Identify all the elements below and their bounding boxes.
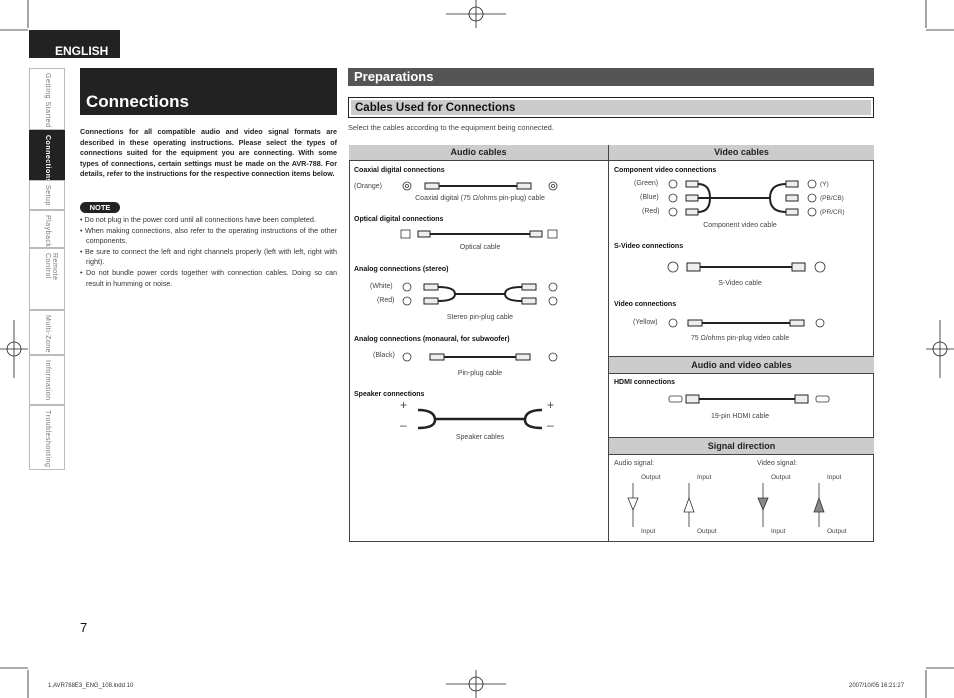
note-item: • When making connections, also refer to the operating instructions of the other components. — [80, 225, 337, 246]
sig-v2-top: Input — [827, 474, 842, 481]
side-tab-label: Remote Control — [44, 253, 58, 281]
note-item: • Be sure to connect the left and right channels properly (left with left, right with right). — [80, 246, 337, 267]
page-number: 7 — [80, 620, 88, 635]
svideo-title: S-Video connections — [614, 243, 684, 250]
component-pr-label: (PR/CR) — [820, 209, 845, 216]
sig-a1-bottom: Input — [641, 528, 656, 535]
language-label: ENGLISH — [29, 30, 120, 58]
speaker-plus-right: + — [547, 398, 555, 412]
stereo-title: Analog connections (stereo) — [354, 266, 449, 273]
select-text: Select the cables according to the equipment being connected. — [348, 123, 554, 132]
preparations-header: Preparations — [348, 68, 874, 86]
video-yellow-label: (Yellow) — [633, 319, 658, 326]
mono-title: Analog connections (monaural, for subwoofer) — [354, 336, 510, 343]
component-caption: Component video cable — [703, 222, 777, 229]
sig-v2-bottom: Output — [827, 528, 847, 535]
component-blue-label: (Blue) — [640, 194, 659, 201]
side-tab-label: Getting Started — [44, 73, 51, 128]
section-title: Connections — [86, 92, 189, 111]
audio-signal-label: Audio signal: — [614, 460, 655, 467]
hdmi-title: HDMI connections — [614, 379, 676, 386]
audio-cables-header: Audio cables — [349, 145, 608, 161]
jack-icons — [401, 180, 829, 402]
video-caption: 75 Ω/ohms pin-plug video cable — [690, 335, 790, 342]
footer-date: 2007/10/05 16:21:27 — [849, 683, 905, 689]
video-title: Video connections — [614, 301, 677, 308]
side-tab-label: Information — [44, 360, 51, 401]
footer-file: 1.AVR788E3_ENG_108.indd 10 — [48, 683, 134, 689]
sig-a2-top: Input — [697, 474, 712, 481]
cable-drawings — [418, 181, 808, 428]
cables-used-header: Cables Used for Connections — [348, 97, 874, 118]
component-y-label: (Y) — [820, 181, 829, 188]
signal-arrows — [628, 483, 824, 527]
speaker-title: Speaker connections — [354, 391, 425, 398]
note-item: • Do not bundle power cords together with connection cables. Doing so can result in humming or noise. — [80, 267, 337, 288]
hdmi-caption: 19-pin HDMI cable — [711, 413, 769, 420]
signal-direction-header: Signal direction — [609, 437, 874, 455]
video-cables-header: Video cables — [609, 145, 874, 161]
note-badge: NOTE — [80, 202, 120, 213]
optical-caption: Optical cable — [459, 244, 501, 251]
mono-color-label: (Black) — [373, 352, 395, 359]
side-tab-label: Playback — [44, 215, 51, 248]
component-title: Component video connections — [614, 167, 717, 174]
intro-text: Connections for all compatible audio and video signal formats are described in these operating instructions. Please select the types of connections suited for the equipment you are connecting. With some types of connections, certain settings must be made on the AVR-788. For details, refer to the instructions for the respective connection items below. — [80, 127, 337, 179]
stereo-red-label: (Red) — [377, 297, 395, 304]
sig-a2-bottom: Output — [697, 528, 717, 535]
speaker-minus-right: – — [547, 418, 554, 432]
coax-caption: Coaxial digital (75 Ω/ohms pin-plug) cable — [415, 195, 545, 202]
speaker-minus-left: – — [400, 418, 407, 432]
stereo-caption: Stereo pin-plug cable — [446, 314, 514, 321]
speaker-plus-left: + — [400, 398, 408, 412]
mono-caption: Pin-plug cable — [457, 370, 503, 377]
svideo-caption: S-Video cable — [718, 280, 762, 287]
av-cables-header: Audio and video cables — [609, 356, 874, 374]
speaker-caption: Speaker cables — [455, 434, 505, 441]
component-green-label: (Green) — [634, 180, 659, 187]
coax-title: Coaxial digital connections — [354, 167, 445, 174]
sig-v1-top: Output — [771, 474, 791, 481]
side-tab-label: Troubleshooting — [44, 410, 51, 468]
side-tab-label: Multi-Zone — [44, 315, 51, 354]
side-tab-label: Setup — [44, 185, 51, 206]
side-tab-label: Connections — [44, 135, 51, 183]
component-pb-label: (PB/CB) — [820, 195, 844, 202]
video-signal-label: Video signal: — [757, 460, 797, 467]
coax-color-label: (Orange) — [354, 183, 383, 190]
sig-v1-bottom: Input — [771, 528, 786, 535]
note-item: • Do not plug in the power cord until all connections have been completed. — [80, 215, 316, 224]
sig-a1-top: Output — [641, 474, 661, 481]
component-red-label: (Red) — [642, 208, 660, 215]
optical-title: Optical digital connections — [354, 216, 444, 223]
stereo-white-label: (White) — [370, 283, 393, 290]
